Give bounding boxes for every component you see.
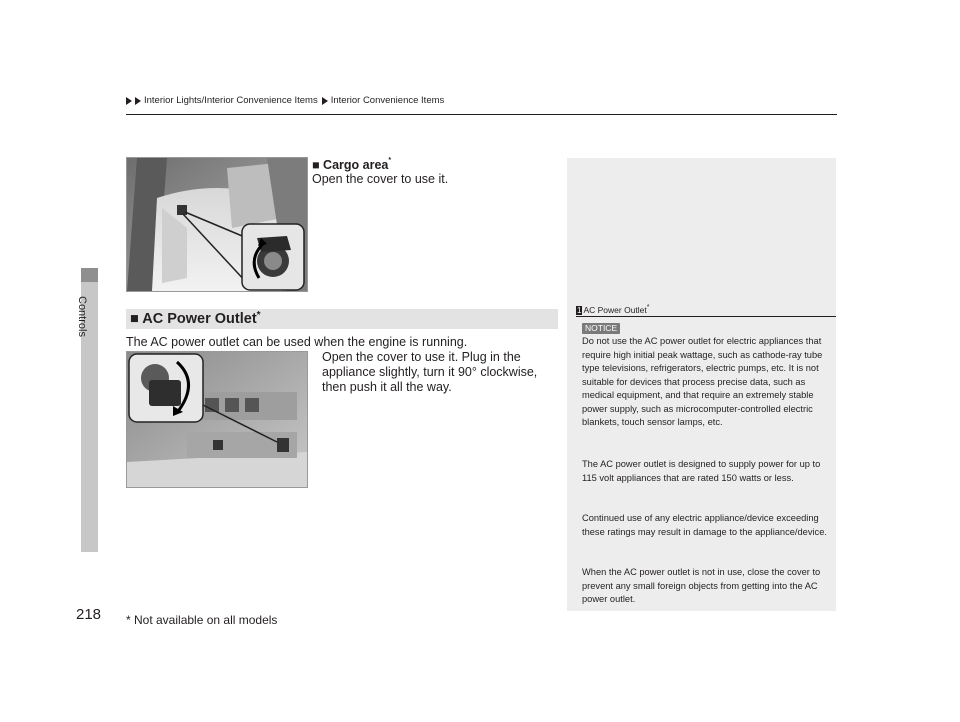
notes-heading-marker: 1 [577,306,582,315]
cargo-area-title: Cargo area [323,158,389,172]
breadcrumb-item-2[interactable]: Interior Convenience Items [330,95,445,106]
notice-paragraph-2: The AC power outlet is designed to supply power for up to 115 volt appliances that are rated 150 watts or less. [582,459,821,483]
footnote-marker: * [646,304,650,311]
heading-marker: ■ [312,158,320,172]
arrow-right-icon [135,97,141,105]
ac-power-outlet-intro: The AC power outlet can be used when the engine is running. [126,335,468,349]
chapter-tab [81,268,98,282]
ac-outlet-illustration [127,352,307,487]
cargo-area-instruction: Open the cover to use it. [312,172,449,186]
ac-power-outlet-title: AC Power Outlet [142,311,257,327]
cargo-area-heading [312,158,391,172]
notice-badge: NOTICE [582,323,620,334]
notice-paragraph-1: Do not use the AC power outlet for electric appliances that require high initial peak wattage, such as cathode-ray tube type televisions, refrigerators, electric pumps, etc. It is not suitable for devices that process precise data, such as medical equipment, and that require an extremely stable power supply, such as microcomputer-controlled electric blankets, touch sensor lamps, etc. [582,336,823,427]
ac-power-outlet-photo [126,351,308,488]
page-number: 218 [76,606,102,623]
notes-heading [576,305,650,315]
footnote-marker: * [388,157,392,164]
notice-paragraph-4: When the AC power outlet is not in use, close the cover to prevent any small foreign objects from getting into the AC power outlet. [582,567,821,604]
notes-rule [576,316,836,317]
arrow-right-icon [322,97,328,105]
ac-power-outlet-instructions: Open the cover to use it. Plug in the appliance slightly, turn it 90° clockwise, then push it all the way. [322,350,538,394]
cargo-area-outlet-photo [126,157,308,292]
footnote: * Not available on all models [126,613,278,627]
footnote-marker: * [256,310,261,321]
header-rule [126,114,837,115]
ac-power-outlet-heading [130,311,261,327]
chapter-label: Controls [76,296,88,337]
arrow-right-icon [126,97,132,105]
breadcrumb-item-1[interactable]: Interior Lights/Interior Convenience Items [144,95,318,106]
heading-marker: ■ [130,311,139,327]
notice-paragraph-3: Continued use of any electric appliance/device exceeding these ratings may result in damage to the appliance/device. [582,513,827,537]
notes-heading-title: AC Power Outlet [583,305,647,315]
cargo-area-illustration [127,158,307,291]
breadcrumb [126,95,444,106]
